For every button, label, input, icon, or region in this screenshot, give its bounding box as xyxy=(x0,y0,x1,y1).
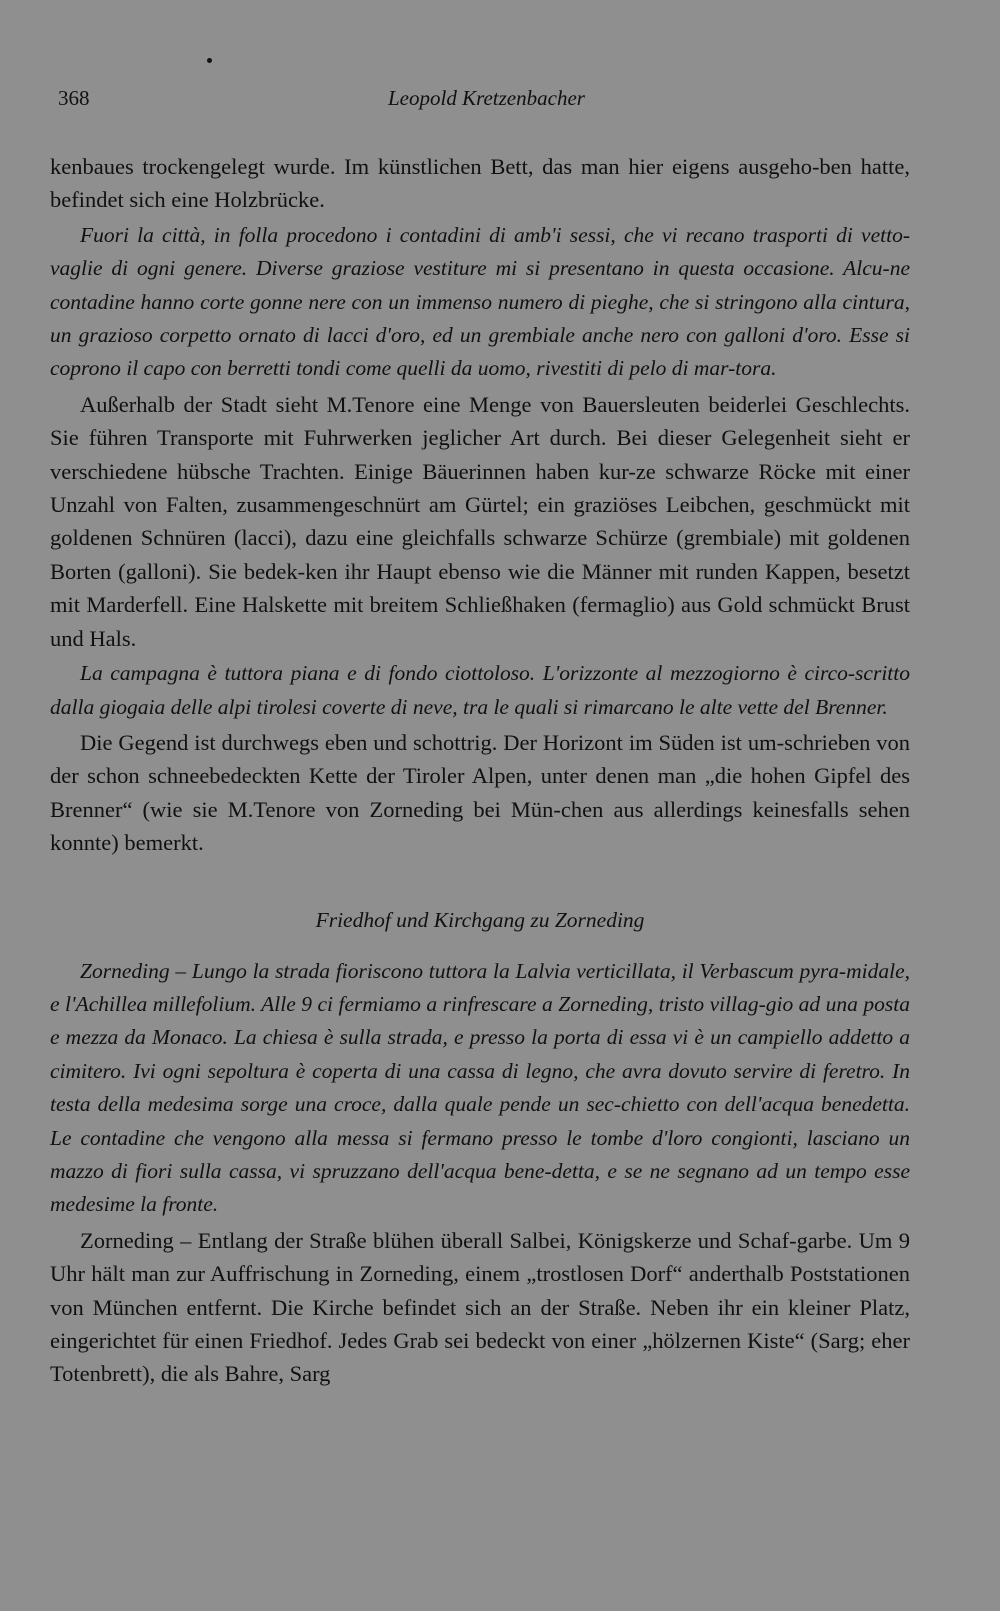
page-number: 368 xyxy=(58,86,90,110)
page-header xyxy=(58,86,908,116)
italian-quote-paragraph: Zorneding – Lungo la strada fioriscono tuttora la Lalvia verticillata, il Verbascum pyra-midale, e l'Achillea millefolium. Alle 9 ci fermiamo a rinfrescare a Zorneding, tristo villag-gio ad una posta e mezza da Monaco. La chiesa è sulla strada, e presso la porta di essa vi è un campiello addetto a cimitero. Ivi ogni sepoltura è coperta di una cassa di legno, che avra dovuto servire di feretro. In testa della medesima sorge una croce, dalla quale pende un sec-chietto con dell'acqua benedetta. Le contadine che vengono alla messa si fermano presso le tombe d'loro congionti, lasciano un mazzo di fiori sulla cassa, vi spruzzano dell'acqua bene-detta, e se ne segnano ad un tempo esse medesime la fronte. xyxy=(50,958,910,1217)
paragraph-continuation: kenbaues trockengelegt wurde. Im künstlichen Bett, das man hier eigens ausgeho-ben hatte, befindet sich eine Holzbrücke. xyxy=(50,154,910,213)
italian-quote-paragraph: Fuori la città, in folla procedono i contadini di amb'i sessi, che vi recano trasporti di vetto-vaglie di ogni genere. Diverse graziose vestiture mi si presentano in questa occasione. Alcu-ne contadine hanno corte gonne nere con un immenso numero di pieghe, che si stringono alla cintura, un grazioso corpetto ornato di lacci d'oro, ed un grembiale anche nero con galloni d'oro. Esse si coprono il capo con berretti tondi come quelli da uomo, rivestiti di pelo di mar-tora. xyxy=(50,222,910,381)
german-paragraph: Außerhalb der Stadt sieht M.Tenore eine Menge von Bauersleuten beiderlei Geschlechts. Sie führen Transporte mit Fuhrwerken jeglicher Art durch. Bei dieser Gelegenheit sieht er verschiedene hübsche Trachten. Einige Bäuerinnen haben kur-ze schwarze Röcke mit einer Unzahl von Falten, zusammengeschnürt am Gürtel; ein graziöses Leibchen, geschmückt mit goldenen Schnüren (lacci), dazu eine gleichfalls schwarze Schürze (grembiale) mit goldenen Borten (galloni). Sie bedek-ken ihr Haupt ebenso wie die Männer mit runden Kappen, besetzt mit Marderfell. Eine Halskette mit breitem Schließhaken (fermaglio) aus Gold schmückt Brust und Hals. xyxy=(50,391,910,651)
speck-mark xyxy=(207,58,212,63)
german-paragraph: Die Gegend ist durchwegs eben und schottrig. Der Horizont im Süden ist um-schrieben von der schon schneebedeckten Kette der Tiroler Alpen, unter denen man „die hohen Gipfel des Brenner“ (wie sie M.Tenore von Zorneding bei Mün-chen aus allerdings keinesfalls sehen konnte) bemerkt. xyxy=(50,729,910,856)
german-paragraph: Zorneding – Entlang der Straße blühen überall Salbei, Königskerze und Schaf-garbe. Um 9 Uhr hält man zur Auffrischung in Zorneding, einem „trostlosen Dorf“ anderthalb Poststationen von München entfernt. Die Kirche befindet sich an der Straße. Neben ihr ein kleiner Platz, eingerichtet für einen Friedhof. Jedes Grab sei bedeckt von einer „hölzernen Kiste“ (Sarg; eher Totenbrett), die als Bahre, Sarg xyxy=(50,1227,910,1387)
page-body xyxy=(50,150,910,1393)
running-head: Leopold Kretzenbacher xyxy=(388,86,585,110)
italian-quote-paragraph: La campagna è tuttora piana e di fondo ciottoloso. L'orizzonte al mezzogiorno è circo-scritto dalla giogaia delle alpi tirolesi coverte di neve, tra le quali si rimarcano le alte vette del Brenner. xyxy=(50,661,910,719)
section-title: Friedhof und Kirchgang zu Zorneding xyxy=(315,907,645,932)
